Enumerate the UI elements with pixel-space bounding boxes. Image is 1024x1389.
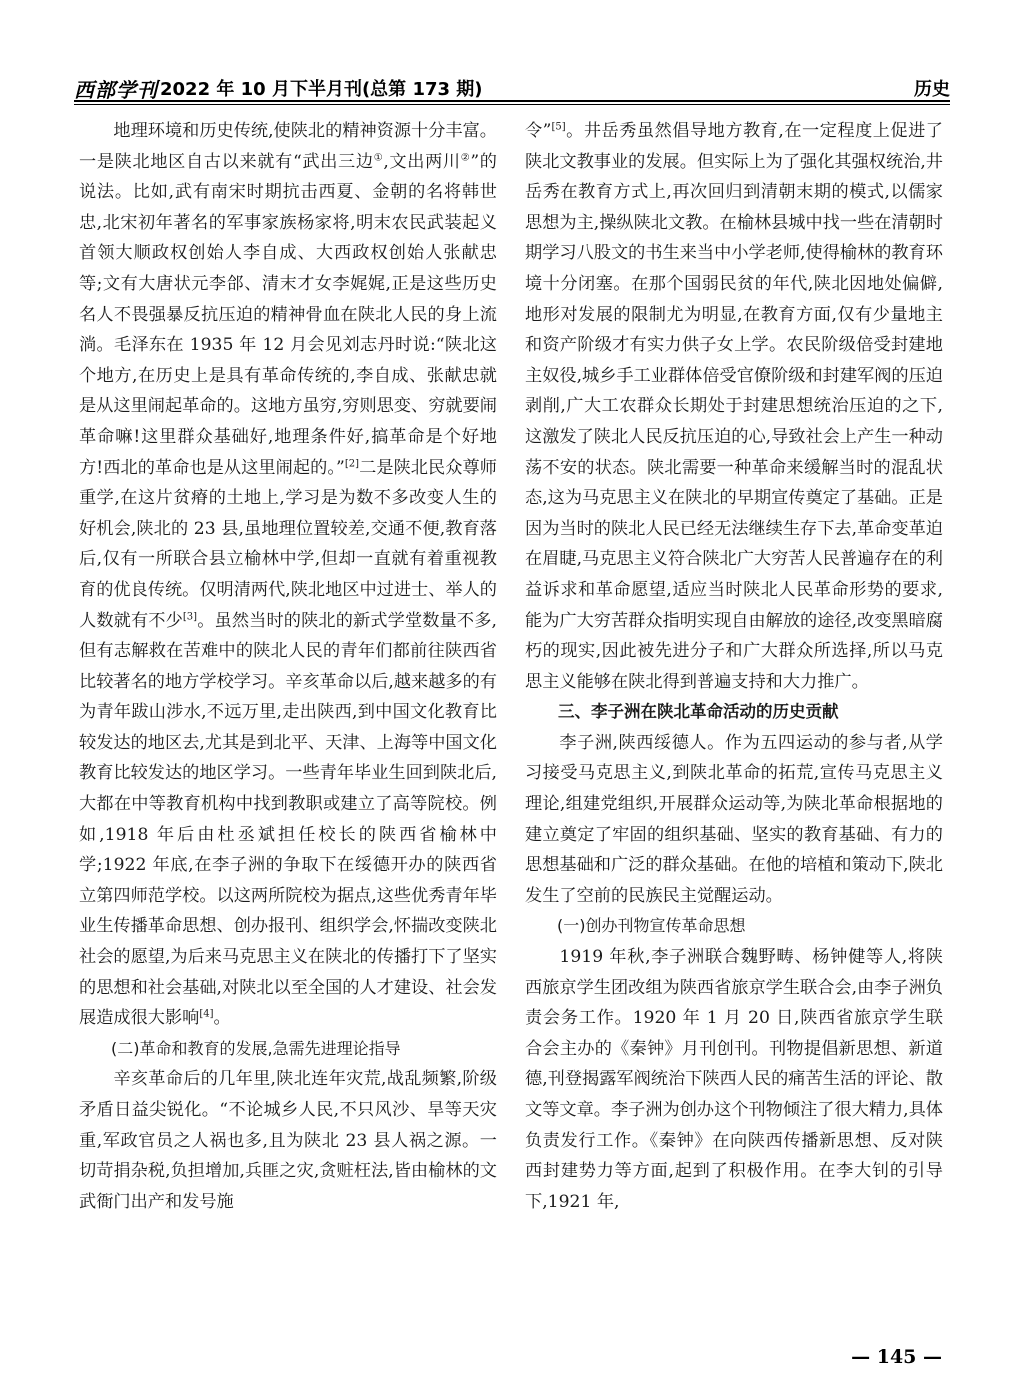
reference-marker[interactable]: [2] <box>344 457 360 469</box>
running-header <box>74 62 950 100</box>
header-rule <box>74 100 950 102</box>
footnote-marker[interactable]: ① <box>373 151 384 163</box>
paragraph: 令”[5]。井岳秀虽然倡导地方教育,在一定程度上促进了陕北文教事业的发展。但实际上为了强化其强权统治,井岳秀在教育方式上,再次回归到清朝末期的模式,以儒家思想为主,操纵陕北文教。在榆林县城中找一些在清朝时期学习八股文的书生来当中小学老师,使得榆林的教育环境十分闭塞。在那个国弱民贫的年代,陕北因地处偏僻,地形对发展的限制尤为明显,在教育方面,仅有少量地主和资产阶级才有实力供子女上学。农民阶级倍受封建地主奴役,城乡手工业群体倍受官僚阶级和封建军阀的压迫剥削,广大工农群众长期处于封建思想统治压迫的之下,这激发了陕北人民反抗压迫的心,导致社会上产生一种动荡不安的状态。陕北需要一种革命来缓解当时的混乱状态,这为马克思主义在陕北的早期宣传奠定了基础。正是因为当时的陕北人民已经无法继续生存下去,革命变革迫在眉睫,马克思主义符合陕北广大穷苦人民普遍存在的利益诉求和革命愿望,适应当时陕北人民革命形势的要求,能为广大穷苦群众指明实现自由解放的途径,改变黑暗腐朽的现实,因此被先进分子和广大群众所选择,所以马克思主义能够在陕北得到普遍支持和大力推广。 <box>525 121 943 692</box>
reference-marker[interactable]: [4] <box>199 1008 214 1020</box>
left-column <box>79 116 497 1217</box>
paragraph: 1919 年秋,李子洲联合魏野畴、杨钟健等人,将陕西旅京学生团改组为陕西省旅京学生联合会,由李子洲负责会务工作。1920 年 1 月 20 日,陕西省旅京学生联合会主办的《秦钟》月刊创刊。刊物提倡新思想、新道德,刊登揭露军阀统治下陕西人民的痛苦生活的评论、散文等文章。李子洲为创办这个刊物倾注了很大精力,具体负责发行工作。《秦钟》在向陕西传播新思想、反对陕西封建势力等方面,起到了积极作用。在李大钊的引导下,1921 年, <box>525 947 943 1212</box>
paragraph: 地理环境和历史传统,使陕北的精神资源十分丰富。一是陕北地区自古以来就有“武出三边①,文出两川②”的说法。比如,武有南宋时期抗击西夏、金朝的名将韩世忠,北宋初年著名的军事家族杨家将,明末农民武装起义首领大顺政权创始人李自成、大西政权创始人张献忠等;文有大唐状元李郃、清末才女李娓娓,正是这些历史名人不畏强暴反抗压迫的精神骨血在陕北人民的身上流淌。毛泽东在 1935 年 12 月会见刘志丹时说:“陕北这个地方,在历史上是具有革命传统的,李自成、张献忠就是从这里闹起革命的。这地方虽穷,穷则思变、穷就要闹革命嘛!这里群众基础好,地理条件好,搞革命是个好地方!西北的革命也是从这里闹起的。”[2]二是陕北民众尊师重学,在这片贫瘠的土地上,学习是为数不多改变人生的好机会,陕北的 23 县,虽地理位置较差,交通不便,教育落后,仅有一所联合县立榆林中学,但却一直就有着重视教育的优良传统。仅明清两代,陕北地区中过进士、举人的人数就有不少[3]。虽然当时的陕北的新式学堂数量不多,但有志解救在苦难中的陕北人民的青年们都前往陕西省比较著名的地方学校学习。辛亥革命以后,越来越多的有为青年跋山涉水,不远万里,走出陕西,到中国文化教育比较发达的地区去,尤其是到北平、天津、上海等中国文化教育比较发达的地区学习。一些青年毕业生回到陕北后,大都在中等教育机构中找到教职或建立了高等院校。例如,1918 年后由杜丞斌担任校长的陕西省榆林中学;1922 年底,在李子洲的争取下在绥德开办的陕西省立第四师范学校。以这两所院校为据点,这些优秀青年毕业生传播革命思想、创办报刊、组织学会,怀揣改变陕北社会的愿望,为后来马克思主义在陕北的传播打下了坚实的思想和社会基础,对陕北以至全国的人才建设、社会发展造成很大影响[4]。 <box>79 121 497 1029</box>
reference-marker[interactable]: [3] <box>182 610 198 622</box>
right-column <box>525 116 943 1217</box>
issue-info: 2022 年 10 月下半月刊(总第 173 期) <box>160 79 483 100</box>
subsection-heading: (二)革命和教育的发展,急需先进理论指导 <box>111 1038 401 1058</box>
footnote-marker[interactable]: ② <box>460 151 471 163</box>
section-name: 历史 <box>914 79 950 100</box>
section-heading: 三、李子洲在陕北革命活动的历史贡献 <box>558 702 839 722</box>
page-number: — 145 — <box>851 1346 942 1368</box>
paragraph: 辛亥革命后的几年里,陕北连年灾荒,战乱频繁,阶级矛盾日益尖锐化。“不论城乡人民,不只风沙、旱等天灾重,军政官员之人祸也多,且为陕北 23 县人祸之源。一切苛捐杂税,负担增加,兵匪之灾,贪赃枉法,皆由榆林的文武衙门出产和发号施 <box>79 1069 497 1212</box>
paragraph: 李子洲,陕西绥德人。作为五四运动的参与者,从学习接受马克思主义,到陕北革命的拓荒,宣传马克思主义理论,组建党组织,开展群众运动等,为陕北革命根据地的建立奠定了牢固的组织基础、坚实的教育基础、有力的思想基础和广泛的群众基础。在他的培植和策动下,陕北发生了空前的民族民主觉醒运动。 <box>525 732 943 906</box>
subsection-heading: (一)创办刊物宣传革命思想 <box>557 916 746 936</box>
reference-marker[interactable]: [5] <box>551 121 566 133</box>
journal-logo: 西部学刊 <box>74 78 158 102</box>
header-rule-thin <box>74 104 950 105</box>
